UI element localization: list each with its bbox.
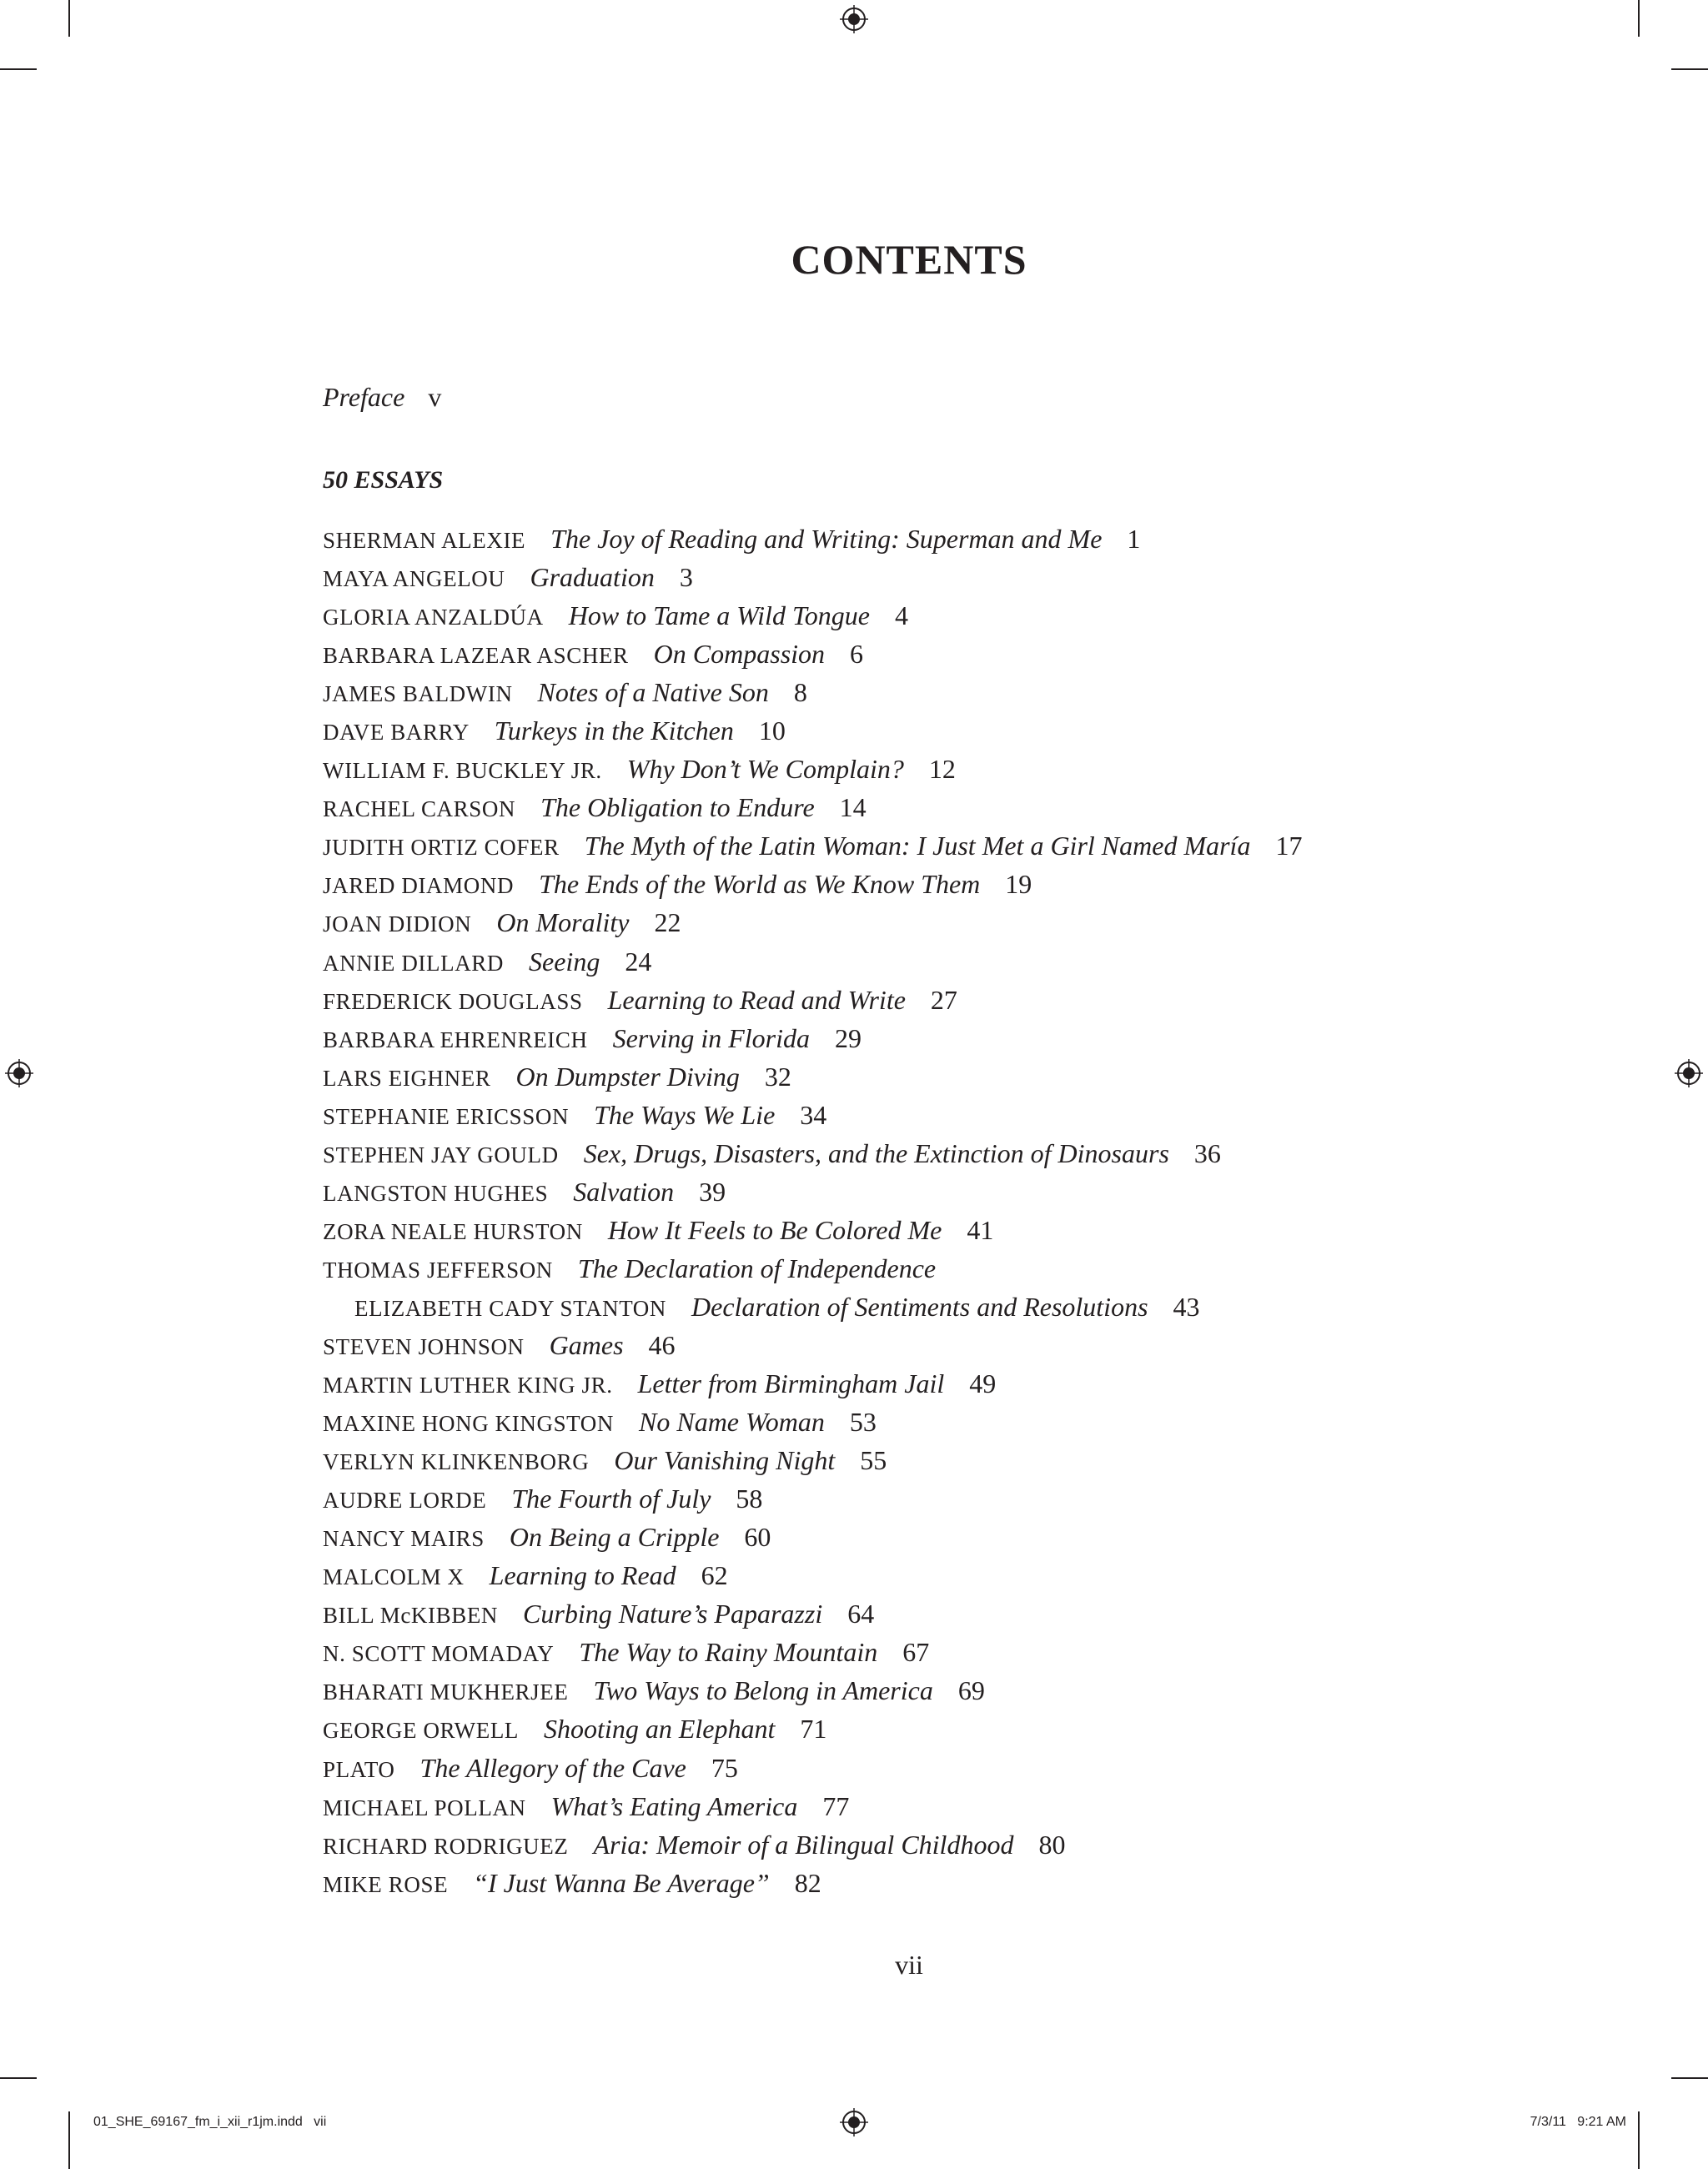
entry-title: On Morality bbox=[496, 907, 630, 938]
entry-page: 53 bbox=[849, 1407, 877, 1438]
entry-page: 29 bbox=[835, 1022, 862, 1053]
entry-author: VERLYN KLINKENBORG bbox=[323, 1449, 590, 1475]
entry-page: 49 bbox=[969, 1368, 997, 1399]
entry-author: BARBARA LAZEAR ASCHER bbox=[323, 643, 629, 669]
entry-author: JUDITH ORTIZ COFER bbox=[323, 835, 560, 861]
entry-author: MALCOLM X bbox=[323, 1564, 465, 1590]
entry-page: 39 bbox=[699, 1176, 726, 1207]
entry-title: Notes of a Native Son bbox=[537, 677, 769, 708]
entry-page: 17 bbox=[1275, 831, 1303, 861]
entry-title: Sex, Drugs, Disasters, and the Extinction of Dinosaurs bbox=[583, 1137, 1169, 1168]
contents-entry bbox=[323, 1671, 1302, 1710]
entry-title: Two Ways to Belong in America bbox=[593, 1675, 933, 1706]
entry-page: 8 bbox=[793, 677, 807, 708]
contents-entry bbox=[323, 1710, 1302, 1748]
contents-entry bbox=[323, 1787, 1302, 1825]
entry-author: STEPHEN JAY GOULD bbox=[323, 1142, 559, 1167]
entry-page: 69 bbox=[957, 1675, 985, 1706]
entry-title: What’s Eating America bbox=[550, 1790, 798, 1821]
entry-author: AUDRE LORDE bbox=[323, 1488, 487, 1514]
preface-page: v bbox=[428, 382, 442, 412]
contents-entry bbox=[323, 1825, 1302, 1864]
entry-author: ZORA NEALE HURSTON bbox=[323, 1218, 583, 1244]
entry-author: JAMES BALDWIN bbox=[323, 681, 513, 707]
contents-entry bbox=[323, 942, 1302, 981]
contents-entry bbox=[323, 981, 1302, 1019]
entry-title: On Compassion bbox=[653, 639, 826, 670]
entry-page: 1 bbox=[1127, 524, 1141, 554]
entry-title: Graduation bbox=[530, 562, 655, 593]
contents-entry bbox=[323, 635, 1302, 673]
entry-title: Turkeys in the Kitchen bbox=[494, 715, 734, 746]
entry-title: The Fourth of July bbox=[511, 1484, 711, 1514]
contents-entry bbox=[323, 1134, 1302, 1172]
registration-mark-icon bbox=[840, 5, 868, 33]
entry-title: No Name Woman bbox=[639, 1407, 825, 1438]
entry-title: The Ways We Lie bbox=[594, 1099, 776, 1130]
entry-page: 62 bbox=[701, 1560, 728, 1591]
contents-entry bbox=[323, 1479, 1302, 1518]
entry-author: LANGSTON HUGHES bbox=[323, 1180, 549, 1206]
entry-page: 71 bbox=[800, 1714, 827, 1745]
entry-title: Why Don’t We Complain? bbox=[626, 754, 904, 785]
entry-author: LARS EIGHNER bbox=[323, 1065, 491, 1091]
contents-entry bbox=[323, 1518, 1302, 1556]
entry-author: GLORIA ANZALDÚA bbox=[323, 605, 544, 630]
entry-title: Games bbox=[549, 1329, 624, 1360]
entry-author: DAVE BARRY bbox=[323, 720, 470, 746]
entry-page: 55 bbox=[860, 1445, 887, 1476]
entry-author: ANNIE DILLARD bbox=[323, 950, 505, 976]
contents-entry bbox=[323, 711, 1302, 750]
contents-entry bbox=[323, 1096, 1302, 1134]
entry-page: 58 bbox=[736, 1484, 763, 1514]
entry-title: Our Vanishing Night bbox=[614, 1445, 836, 1476]
entry-title: How It Feels to Be Colored Me bbox=[607, 1214, 942, 1245]
contents-entry bbox=[323, 1403, 1302, 1441]
entry-title: Serving in Florida bbox=[612, 1022, 811, 1053]
entry-page: 27 bbox=[930, 984, 957, 1015]
slug-filename: 01_SHE_69167_fm_i_xii_r1jm.indd vii bbox=[93, 2115, 327, 2129]
entry-author: PLATO bbox=[323, 1756, 395, 1782]
entry-page: 41 bbox=[967, 1214, 994, 1245]
contents-entry bbox=[323, 750, 1302, 788]
entry-page: 10 bbox=[758, 715, 786, 746]
entry-author: MIKE ROSE bbox=[323, 1871, 449, 1897]
entry-page: 80 bbox=[1038, 1829, 1066, 1860]
crop-mark bbox=[1638, 2111, 1640, 2169]
entry-page: 64 bbox=[847, 1599, 875, 1629]
entry-title: Declaration of Sentiments and Resolutions bbox=[691, 1291, 1148, 1322]
entry-page: 24 bbox=[625, 946, 652, 977]
contents-entry bbox=[323, 1057, 1302, 1096]
crop-mark bbox=[1638, 0, 1640, 37]
entry-title: Learning to Read and Write bbox=[607, 984, 906, 1015]
entry-author: MARTIN LUTHER KING JR. bbox=[323, 1373, 613, 1398]
entry-page: 3 bbox=[679, 562, 693, 593]
entry-author: BILL McKIBBEN bbox=[323, 1603, 499, 1629]
contents-entry bbox=[323, 520, 1302, 558]
entry-author: JARED DIAMOND bbox=[323, 873, 515, 899]
entry-page: 32 bbox=[764, 1061, 791, 1092]
entry-page: 75 bbox=[711, 1752, 738, 1783]
entry-page: 43 bbox=[1173, 1291, 1200, 1322]
entry-author: N. SCOTT MOMADAY bbox=[323, 1641, 555, 1667]
section-heading: 50 ESSAYS bbox=[323, 466, 444, 494]
registration-mark-icon bbox=[5, 1059, 33, 1087]
entry-page: 36 bbox=[1193, 1137, 1221, 1168]
contents-entry bbox=[323, 1288, 1302, 1326]
contents-entry bbox=[323, 673, 1302, 711]
entry-page: 77 bbox=[822, 1790, 850, 1821]
entry-author: JOAN DIDION bbox=[323, 911, 472, 937]
entry-page: 4 bbox=[895, 600, 908, 631]
entry-page: 60 bbox=[744, 1522, 771, 1553]
entry-author: STEVEN JOHNSON bbox=[323, 1333, 525, 1359]
contents-entry bbox=[323, 558, 1302, 596]
entry-title: The Joy of Reading and Writing: Superman and Me bbox=[550, 524, 1103, 554]
preface-title: Preface bbox=[323, 382, 405, 412]
contents-entry bbox=[323, 1019, 1302, 1057]
entry-page: 12 bbox=[928, 754, 956, 785]
entry-author: FREDERICK DOUGLASS bbox=[323, 988, 583, 1014]
entry-page: 19 bbox=[1005, 869, 1032, 900]
entry-page: 22 bbox=[654, 907, 681, 938]
entry-author: GEORGE ORWELL bbox=[323, 1718, 520, 1744]
entry-title: The Way to Rainy Mountain bbox=[579, 1637, 878, 1668]
contents-entry bbox=[323, 596, 1302, 635]
entry-author: MICHAEL POLLAN bbox=[323, 1795, 526, 1820]
contents-entry bbox=[323, 1633, 1302, 1671]
contents-entry bbox=[323, 1864, 1302, 1902]
entry-author: BHARATI MUKHERJEE bbox=[323, 1679, 569, 1705]
contents-entry bbox=[323, 1326, 1302, 1364]
entry-title: Curbing Nature’s Paparazzi bbox=[523, 1599, 823, 1629]
entry-author: MAYA ANGELOU bbox=[323, 566, 505, 592]
entry-title: The Allegory of the Cave bbox=[419, 1752, 686, 1783]
entry-title: Seeing bbox=[529, 946, 600, 977]
entry-title: The Obligation to Endure bbox=[540, 792, 815, 823]
entry-author: RACHEL CARSON bbox=[323, 796, 516, 822]
entry-author: THOMAS JEFFERSON bbox=[323, 1257, 553, 1283]
entry-page: 46 bbox=[648, 1329, 676, 1360]
entry-title: Learning to Read bbox=[489, 1560, 676, 1591]
crop-mark bbox=[68, 0, 70, 37]
contents-entry bbox=[323, 1211, 1302, 1249]
contents-entry bbox=[323, 1441, 1302, 1479]
contents-entry bbox=[323, 1556, 1302, 1594]
contents-entry bbox=[323, 903, 1302, 941]
contents-entry bbox=[323, 1249, 1302, 1288]
crop-mark bbox=[1671, 2077, 1708, 2079]
crop-mark bbox=[0, 2077, 37, 2079]
entry-title: Letter from Birmingham Jail bbox=[637, 1368, 945, 1399]
entry-title: The Myth of the Latin Woman: I Just Met a Girl Named María bbox=[584, 831, 1251, 861]
entry-author: WILLIAM F. BUCKLEY JR. bbox=[323, 758, 602, 784]
crop-mark bbox=[0, 68, 37, 70]
entry-title: On Being a Cripple bbox=[509, 1522, 720, 1553]
entry-title: The Declaration of Independence bbox=[577, 1253, 937, 1283]
entry-title: Salvation bbox=[573, 1176, 675, 1207]
registration-mark-icon bbox=[840, 2108, 868, 2136]
entry-title: The Ends of the World as We Know Them bbox=[539, 869, 981, 900]
entry-author: SHERMAN ALEXIE bbox=[323, 528, 526, 553]
contents-entry bbox=[323, 788, 1302, 826]
contents-list bbox=[323, 520, 1302, 1902]
contents-entry bbox=[323, 1749, 1302, 1787]
entry-author: STEPHANIE ERICSSON bbox=[323, 1103, 570, 1129]
preface-entry bbox=[323, 382, 441, 413]
entry-page: 82 bbox=[794, 1867, 821, 1898]
entry-author: MAXINE HONG KINGSTON bbox=[323, 1411, 614, 1437]
contents-entry bbox=[323, 1172, 1302, 1211]
crop-mark bbox=[68, 2111, 70, 2169]
contents-entry bbox=[323, 826, 1302, 865]
registration-mark-icon bbox=[1675, 1059, 1703, 1087]
crop-mark bbox=[1671, 68, 1708, 70]
entry-author: NANCY MAIRS bbox=[323, 1526, 485, 1552]
slug-timestamp: 7/3/11 9:21 AM bbox=[1530, 2115, 1626, 2129]
entry-author: ELIZABETH CADY STANTON bbox=[354, 1295, 667, 1321]
entry-title: Aria: Memoir of a Bilingual Childhood bbox=[593, 1829, 1014, 1860]
entry-author: BARBARA EHRENREICH bbox=[323, 1027, 588, 1052]
contents-entry bbox=[323, 1594, 1302, 1633]
entry-page: 34 bbox=[800, 1099, 827, 1130]
entry-title: “I Just Wanna Be Average” bbox=[473, 1867, 770, 1898]
contents-entry bbox=[323, 1364, 1302, 1403]
page-title: CONTENTS bbox=[791, 236, 1027, 283]
entry-author: RICHARD RODRIGUEZ bbox=[323, 1833, 569, 1859]
entry-page: 67 bbox=[902, 1637, 930, 1668]
entry-title: Shooting an Elephant bbox=[544, 1714, 776, 1745]
entry-page: 14 bbox=[839, 792, 867, 823]
entry-title: How to Tame a Wild Tongue bbox=[568, 600, 870, 631]
entry-page: 6 bbox=[850, 639, 864, 670]
contents-entry bbox=[323, 865, 1302, 903]
page-number: vii bbox=[895, 1950, 923, 1980]
entry-title: On Dumpster Diving bbox=[515, 1061, 740, 1092]
